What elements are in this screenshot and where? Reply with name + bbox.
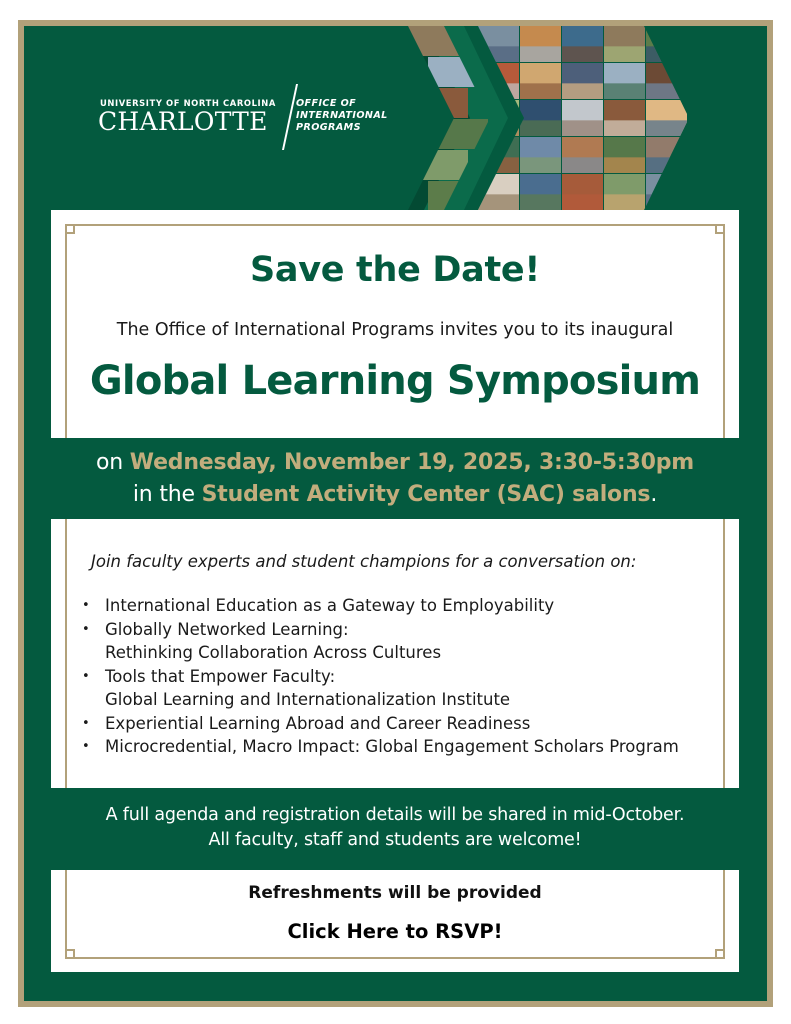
list-item: [82, 665, 679, 712]
corner-ornament: [715, 224, 725, 234]
logo-office-line: INTERNATIONAL: [296, 110, 388, 121]
topic-text: Microcredential, Macro Impact: Global Engagement Scholars Program: [105, 737, 679, 756]
topic-text: Globally Networked Learning:: [105, 619, 349, 639]
rsvp-link[interactable]: Click Here to RSVP!: [287, 920, 503, 943]
location-line: [51, 482, 739, 507]
date-line: [51, 450, 739, 475]
logo-office-line: OFFICE OF: [296, 98, 357, 109]
bullet-icon: •: [82, 668, 90, 684]
topics-intro: Join faculty experts and student champions for a conversation on:: [91, 552, 637, 571]
agenda-notice-band: [51, 788, 739, 870]
agenda-notice-line: A full agenda and registration details will be shared in mid-October.: [105, 805, 685, 825]
logo-wordmark: CHARLOTTE: [98, 107, 268, 136]
list-item: [82, 618, 679, 665]
corner-ornament: [715, 949, 725, 959]
welcome-line: All faculty, staff and students are welcome!: [208, 830, 582, 850]
on-prefix: on: [95, 450, 130, 475]
refreshments-note: Refreshments will be provided: [248, 883, 542, 903]
topic-text: Tools that Empower Faculty:: [105, 666, 336, 686]
list-item: [82, 735, 679, 759]
list-item: [82, 712, 679, 736]
topic-subtext: Rethinking Collaboration Across Cultures: [105, 643, 442, 662]
logo-office-line: PROGRAMS: [296, 122, 361, 133]
event-date-time: Wednesday, November 19, 2025, 3:30-5:30pm: [129, 450, 694, 475]
invitation-text: The Office of International Programs invites you to its inaugural: [116, 320, 674, 340]
event-location: Student Activity Center (SAC) salons: [201, 482, 651, 507]
logo-office-name: [296, 98, 388, 134]
bullet-icon: •: [82, 621, 90, 637]
list-item: [82, 594, 679, 618]
in-prefix: in the: [132, 482, 202, 507]
topic-text: International Education as a Gateway to Employability: [105, 596, 555, 615]
topics-list: [82, 594, 679, 759]
topic-text: Experiential Learning Abroad and Career Readiness: [105, 713, 531, 733]
topic-subtext: Global Learning and Internationalization Institute: [105, 690, 511, 709]
logo-university-line: UNIVERSITY OF NORTH CAROLINA: [100, 98, 276, 108]
location-suffix: .: [650, 482, 658, 507]
bullet-icon: •: [82, 739, 90, 754]
corner-ornament: [65, 949, 75, 959]
date-location-band: [51, 438, 739, 519]
bullet-icon: •: [82, 715, 90, 731]
event-title: Global Learning Symposium: [89, 358, 701, 404]
save-the-date-heading: Save the Date!: [249, 250, 541, 290]
bullet-icon: •: [82, 598, 90, 613]
header-banner: [24, 26, 767, 210]
corner-ornament: [65, 224, 75, 234]
